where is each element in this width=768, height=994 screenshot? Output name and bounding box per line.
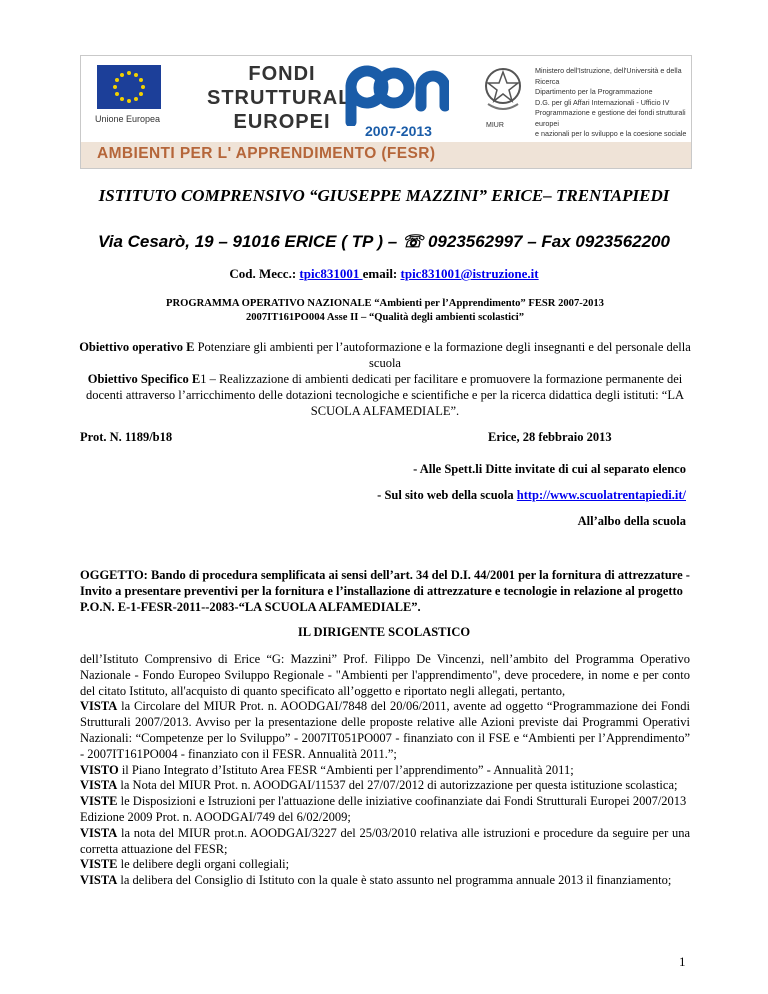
- ministry-line: D.G. per gli Affari Internazionali - Ufficio IV: [535, 97, 670, 107]
- premise-paragraph: [80, 794, 690, 826]
- protocol-number: Prot. N. 1189/b18: [80, 430, 173, 444]
- premise-paragraph: [80, 763, 690, 779]
- ministry-text: [535, 66, 687, 140]
- body-text: [80, 652, 690, 889]
- premise-paragraph: [80, 826, 690, 858]
- premise-paragraph: [80, 699, 690, 762]
- italian-republic-emblem-icon: [482, 64, 524, 114]
- pon-years: 2007-2013: [365, 123, 432, 139]
- ministry-line: e nazionali per lo sviluppo e la coesione sociale: [535, 129, 687, 138]
- premise-text: la nota del MIUR prot.n. AOODGAI/3227 del 25/03/2010 relativa alle istruzioni e procedure da seguire per una corretta attuazione del FESR;: [80, 825, 690, 856]
- recipient-albo: All’albo della scuola: [577, 514, 686, 528]
- fondi-strutturali-logo: [207, 62, 357, 134]
- premise-keyword: VISTA: [80, 825, 118, 840]
- code-label: Cod. Mecc.:: [229, 266, 300, 281]
- fondi-line: STRUTTURALI: [207, 87, 358, 109]
- premise-keyword: VISTA: [80, 873, 118, 888]
- specific-objective: [72, 371, 698, 419]
- header-banner: [80, 55, 692, 169]
- operative-objective-label: Obiettivo operativo E: [79, 340, 195, 354]
- subject: OGGETTO: Bando di procedura semplificata ai sensi dell’art. 34 del D.I. 44/2001 per la fornitura di attrezzature - Invito a presentare preventivi per la fornitura e l’installazione di attrezzature e tecnologie in relazione al progetto P.O.N. E-1-FESR-2011--2083-“LA SCUOLA ALFAMEDIALE”.: [80, 568, 690, 614]
- premise-keyword: VISTA: [80, 699, 118, 714]
- intro-paragraph: dell’Istituto Comprensivo di Erice “G: Mazzini” Prof. Filippo De Vincenzi, nell’ambito del Programma Operativo Nazionale - Fondo Europeo Sviluppo Regionale - "Ambienti per l'apprendimento", deve procedere, in nome e per conto del citato Istituto, all'acquisto di quanto specificato all’oggetto e riportato negli allegati, pertanto,: [80, 652, 690, 698]
- email-link[interactable]: tpic831001@istruzione.it: [400, 266, 539, 281]
- phone-fax-text: 0923562997 – Fax 0923562200: [423, 232, 670, 251]
- specific-objective-label: Obiettivo Specifico E: [87, 372, 201, 386]
- eu-flag-icon: [97, 65, 161, 109]
- code-link[interactable]: tpic831001: [299, 266, 363, 281]
- fondi-line: EUROPEI: [233, 111, 331, 133]
- miur-label: MIUR: [486, 122, 504, 129]
- section-heading: IL DIRIGENTE SCOLASTICO: [297, 625, 471, 639]
- page-number: 1: [679, 954, 686, 969]
- specific-objective-text: 1 – Realizzazione di ambienti dedicati per facilitare e promuovere la formazione permanente dei docenti attraverso l’arricchimento delle dotazioni tecnologiche e scientifiche e per la ricerca didattica degli istituti: “LA SCUOLA ALFAMEDIALE”.: [85, 372, 684, 418]
- premise-text: la Nota del MIUR Prot. n. AOODGAI/11537 del 27/07/2012 di autorizzazione per questa istituzione scolastica;: [117, 778, 678, 793]
- operative-objective: [72, 339, 698, 371]
- premise-paragraph: [80, 873, 690, 889]
- premise-keyword: VISTO: [80, 762, 119, 777]
- ministry-line: Dipartimento per la Programmazione: [535, 87, 653, 96]
- premise-keyword: VISTE: [80, 857, 118, 872]
- fondi-line: FONDI: [248, 63, 316, 85]
- fesr-label: AMBIENTI PER L' APPRENDIMENTO (FESR): [97, 145, 436, 162]
- program-line: PROGRAMMA OPERATIVO NAZIONALE “Ambienti per l’Apprendimento” FESR 2007-2013: [166, 298, 604, 309]
- recipient-website: [377, 488, 686, 503]
- school-address: [0, 232, 768, 252]
- email-label: email:: [362, 266, 401, 281]
- objectives: [72, 339, 698, 419]
- ministry-line: Programmazione e gestione dei fondi strutturali europei: [535, 108, 686, 128]
- premise-text: la Circolare del MIUR Prot. n. AOODGAI/7848 del 20/06/2011, avente ad oggetto “Programmazione dei Fondi Strutturali 2007/2013. Avviso per la presentazione delle proposte relative alle Azioni previste dai Programmi Operativi Nazionali: “Competenze per lo Sviluppo” - 2007IT051PO007 - finanziato con il FSE e “Ambienti per l’Apprendimento” - 2007IT161PO004 - finanziato con il FESR. Annualità 2011.”;: [80, 699, 690, 761]
- premise-keyword: VISTA: [80, 778, 118, 793]
- premise-text: le delibere degli organi collegiali;: [117, 857, 290, 872]
- premise-text: il Piano Integrato d’Istituto Area FESR “Ambienti per l’apprendimento” - Annualità 2011;: [118, 762, 574, 777]
- premise-keyword: VISTE: [80, 794, 118, 809]
- school-codes: [0, 266, 768, 282]
- eu-label: Unione Europea: [95, 114, 161, 124]
- premise-paragraph: [80, 778, 690, 794]
- premise-paragraph: [80, 857, 690, 873]
- school-name: ISTITUTO COMPRENSIVO “GIUSEPPE MAZZINI” ERICE– TRENTAPIEDI: [98, 186, 670, 205]
- fesr-strip: [81, 142, 691, 168]
- website-link[interactable]: http://www.scuolatrentapiedi.it/: [516, 488, 686, 502]
- recipient-companies: - Alle Spett.li Ditte invitate di cui al separato elenco: [413, 462, 686, 476]
- document-date: Erice, 28 febbraio 2013: [488, 430, 612, 444]
- program-line: 2007IT161PO004 Asse II – “Qualità degli ambienti scolastici”: [245, 312, 525, 323]
- program-title: [80, 297, 690, 325]
- premise-text: le Disposizioni e Istruzioni per l'attuazione delle iniziative coofinanziate dai Fondi Strutturali Europei 2007/2013 Edizione 2009 Prot. n. AOODGAI/749 del 6/02/2009;: [80, 794, 687, 824]
- phone-icon: ☏: [401, 232, 424, 251]
- operative-objective-text: Potenziare gli ambienti per l’autoformazione e la formazione degli insegnanti e del personale della scuola: [194, 340, 691, 370]
- address-text: Via Cesarò, 19 – 91016 ERICE ( TP ) –: [98, 232, 402, 251]
- ministry-line: Ministero dell'Istruzione, dell'Università e della Ricerca: [535, 66, 682, 86]
- pon-logo-icon: [339, 58, 449, 126]
- website-text: - Sul sito web della scuola: [377, 488, 517, 502]
- premise-text: la delibera del Consiglio di Istituto con la quale è stato assunto nel programma annuale 2013 il finanziamento;: [117, 873, 672, 888]
